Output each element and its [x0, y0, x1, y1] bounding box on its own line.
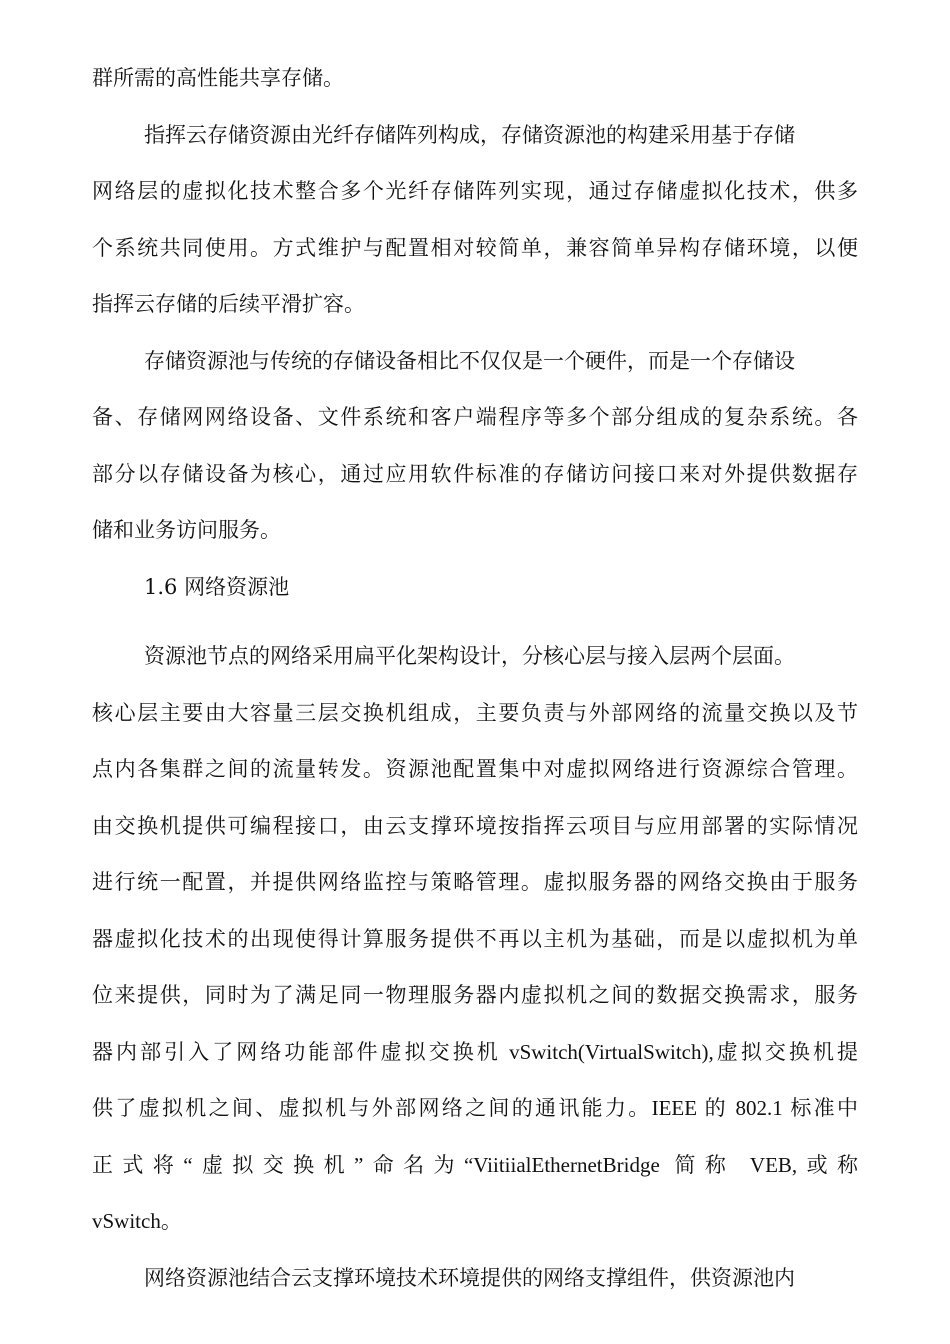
paragraph-line: 备、存储网网络设备、文件系统和客户端程序等多个部分组成的复杂系统。各	[92, 405, 858, 429]
paragraph-line: 网络层的虚拟化技术整合多个光纤存储阵列实现，通过存储虚拟化技术，供多	[92, 179, 858, 203]
paragraph-line: 点内各集群之间的流量转发。资源池配置集中对虚拟网络进行资源综合管理。	[92, 757, 858, 781]
paragraph-line: 由交换机提供可编程接口，由云支撑环境按指挥云项目与应用部署的实际情况	[92, 813, 858, 838]
paragraph-line: 资源池节点的网络采用扁平化架构设计，分核心层与接入层两个层面。	[144, 644, 795, 668]
paragraph-line: 储和业务访问服务。	[92, 518, 281, 542]
paragraph-line: 供了虚拟机之间、虚拟机与外部网络之间的通讯能力。IEEE 的 802.1 标准中	[92, 1096, 858, 1120]
paragraph-line: 部分以存储设备为核心，通过应用软件标准的存储访问接口来对外提供数据存	[92, 461, 858, 486]
paragraph-line: 进行统一配置，并提供网络监控与策略管理。虚拟服务器的网络交换由于服务	[92, 870, 858, 894]
document-page	[92, 50, 858, 1306]
paragraph-line: 位来提供，同时为了满足同一物理服务器内虚拟机之间的数据交换需求，服务	[92, 983, 858, 1007]
paragraph-line: vSwitch。	[92, 1209, 182, 1233]
paragraph-line: 核心层主要由大容量三层交换机组成，主要负责与外部网络的流量交换以及节	[92, 700, 858, 725]
paragraph-line: 器虚拟化技术的出现使得计算服务提供不再以主机为基础，而是以虚拟机为单	[92, 926, 858, 951]
paragraph-line: 正式将“虚拟交换机”命名为“ViitiialEthernetBridge 简称 VEB,或称	[92, 1152, 858, 1177]
paragraph-line: 器内部引入了网络功能部件虚拟交换机 vSwitch(VirtualSwitch),虚拟交换机提	[92, 1039, 858, 1064]
paragraph-line: 指挥云存储资源由光纤存储阵列构成，存储资源池的构建采用基于存储	[144, 122, 795, 147]
section-heading: 1.6 网络资源池	[144, 574, 290, 599]
paragraph-line: 指挥云存储的后续平滑扩容。	[92, 292, 365, 316]
paragraph-line: 个系统共同使用。方式维护与配置相对较简单，兼容简单异构存储环境，以便	[92, 235, 858, 260]
paragraph-line: 存储资源池与传统的存储设备相比不仅仅是一个硬件，而是一个存储设	[144, 348, 795, 373]
paragraph-line: 网络资源池结合云支撑环境技术环境提供的网络支撑组件，供资源池内	[144, 1265, 795, 1290]
paragraph-line: 群所需的高性能共享存储。	[92, 66, 344, 90]
